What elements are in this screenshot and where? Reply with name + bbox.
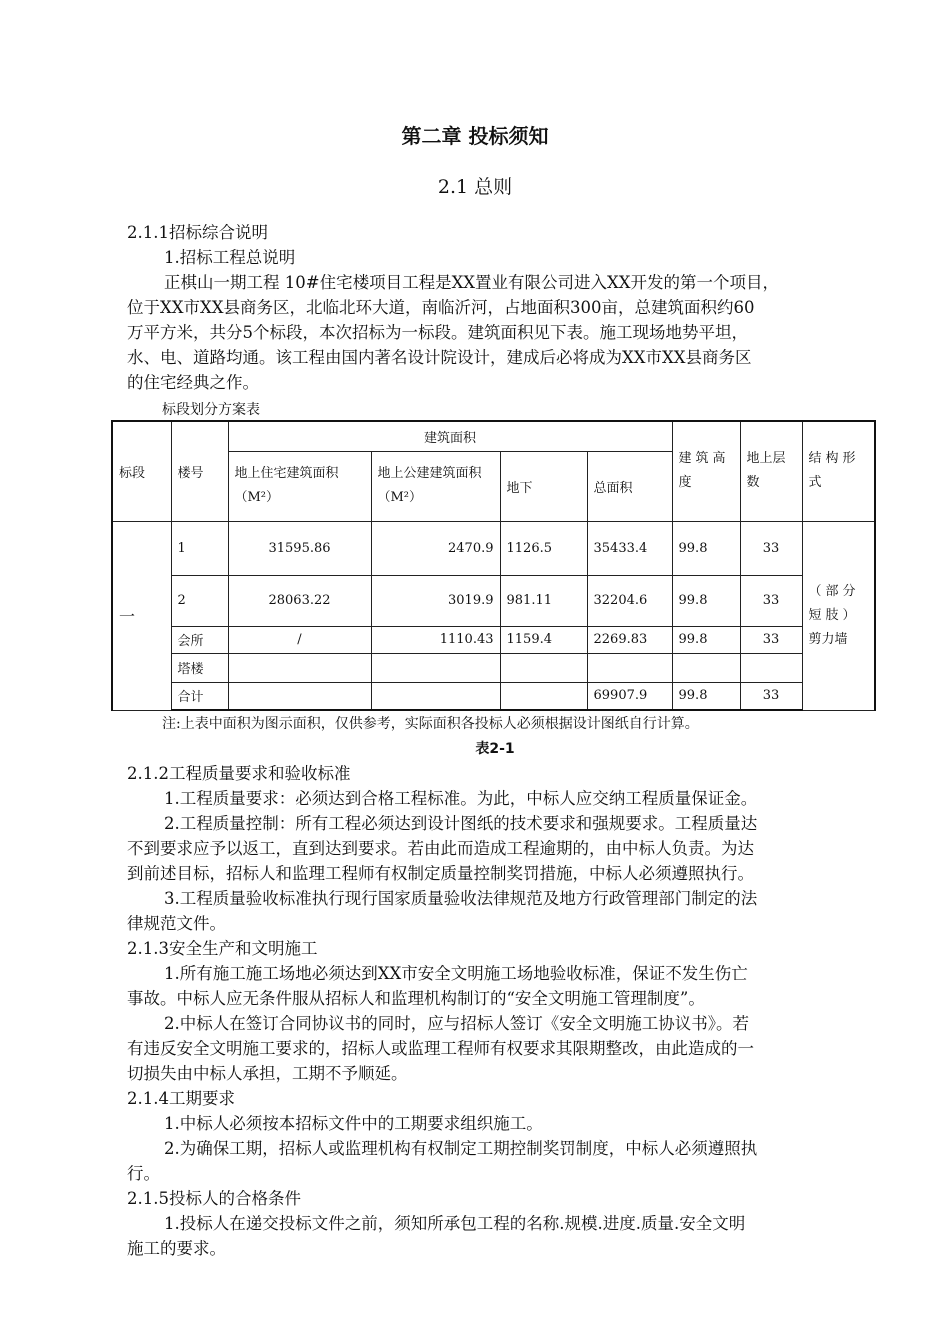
- cell-public-area: 1110.43: [371, 626, 500, 653]
- header-building-area: 建筑面积: [228, 421, 672, 451]
- cell-structure: [802, 521, 875, 710]
- heading-2-1-3: 2.1.3安全生产和文明施工: [127, 939, 318, 958]
- paragraph-line: 2.为确保工期，招标人或监理机构有权制定工期控制奖罚制度，中标人必须遵照执: [164, 1139, 758, 1158]
- cell-height: 99.8: [672, 682, 740, 710]
- paragraph-line: 水、电、道路均通。该工程由国内著名设计院设计，建成后必将成为XX市XX县商务区: [127, 348, 752, 367]
- cell-total-area: 2269.83: [587, 626, 672, 653]
- paragraph-line: 位于XX市XX县商务区，北临北环大道，南临沂河，占地面积300亩，总建筑面积约60: [127, 298, 755, 317]
- cell-underground: [500, 653, 587, 682]
- paragraph-line: 2.中标人在签订合同协议书的同时，应与招标人签订《安全文明施工协议书》。若: [164, 1014, 749, 1033]
- paragraph-line: 有违反安全文明施工要求的，招标人或监理工程师有权要求其限期整改，由此造成的一: [127, 1039, 754, 1058]
- structure-line-1: （部分短肢）: [808, 583, 860, 623]
- structure-line-2: 剪力墙: [808, 631, 848, 647]
- header-structure: 结构形式: [802, 421, 875, 521]
- cell-height: 99.8: [672, 575, 740, 626]
- cell-public-area: 3019.9: [371, 575, 500, 626]
- heading-2-1-1: 2.1.1招标综合说明: [127, 223, 268, 242]
- cell-residential-area: 28063.22: [228, 575, 371, 626]
- paragraph-line: 切损失由中标人承担，工期不予顺延。: [127, 1064, 408, 1083]
- cell-floors: 33: [740, 682, 802, 710]
- header-underground: 地下: [500, 451, 587, 521]
- paragraph-line: 到前述目标，招标人和监理工程师有权制定质量控制奖罚措施，中标人必须遵照执行。: [127, 864, 754, 883]
- cell-building-no: 2: [171, 575, 228, 626]
- cell-public-area: [371, 653, 500, 682]
- cell-building-no: 1: [171, 521, 228, 575]
- table-note: 注:上表中面积为图示面积，仅供参考，实际面积各投标人必须根据设计图纸自行计算。: [162, 716, 699, 732]
- paragraph-line: 万平方米，共分5个标段，本次招标为一标段。建筑面积见下表。施工现场地势平坦，: [127, 323, 748, 342]
- paragraph-line: 1.工程质量要求：必须达到合格工程标准。为此，中标人应交纳工程质量保证金。: [164, 789, 758, 808]
- paragraph-line: 1.所有施工施工场地必须达到XX市安全文明施工场地验收标准，保证不发生伤亡: [164, 964, 748, 983]
- heading-2-1-5: 2.1.5投标人的合格条件: [127, 1189, 301, 1208]
- paragraph-line: 1.招标工程总说明: [164, 248, 296, 267]
- cell-building-no: 塔楼: [171, 653, 228, 682]
- paragraph-line: 行。: [127, 1164, 160, 1183]
- header-above-public: 地上公建建筑面积（M²）: [371, 451, 500, 521]
- chapter-title: 第二章 投标须知: [401, 124, 549, 148]
- cell-floors: [740, 653, 802, 682]
- heading-2-1-2: 2.1.2工程质量要求和验收标准: [127, 764, 351, 783]
- cell-building-no: 合计: [171, 682, 228, 710]
- cell-underground: 1126.5: [500, 521, 587, 575]
- paragraph-line: 1.投标人在递交投标文件之前，须知所承包工程的名称.规模.进度.质量.安全文明: [164, 1214, 746, 1233]
- paragraph-line: 的住宅经典之作。: [127, 373, 259, 392]
- cell-building-no: 会所: [171, 626, 228, 653]
- paragraph-line: 不到要求应予以返工，直到达到要求。若由此而造成工程逾期的，由中标人负责。为达: [127, 839, 754, 858]
- cell-height: 99.8: [672, 521, 740, 575]
- header-section: 标段: [112, 421, 171, 521]
- cell-residential-area: /: [228, 626, 371, 653]
- cell-public-area: 2470.9: [371, 521, 500, 575]
- cell-residential-area: [228, 682, 371, 710]
- paragraph-line: 2.工程质量控制：所有工程必须达到设计图纸的技术要求和强规要求。工程质量达: [164, 814, 758, 833]
- cell-floors: 33: [740, 575, 802, 626]
- paragraph-line: 3.工程质量验收标准执行现行国家质量验收法律规范及地方行政管理部门制定的法: [164, 889, 758, 908]
- header-floors: 地上层数: [740, 421, 802, 521]
- paragraph-line: 律规范文件。: [127, 914, 226, 933]
- table-caption: 标段划分方案表: [162, 402, 260, 418]
- cell-underground: 1159.4: [500, 626, 587, 653]
- cell-floors: 33: [740, 626, 802, 653]
- header-building-no: 楼号: [171, 421, 228, 521]
- cell-floors: 33: [740, 521, 802, 575]
- cell-public-area: [371, 682, 500, 710]
- table-label: 表2-1: [475, 741, 515, 757]
- header-above-residential: 地上住宅建筑面积（M²）: [228, 451, 371, 521]
- cell-height: [672, 653, 740, 682]
- cell-underground: 981.11: [500, 575, 587, 626]
- header-total-area: 总面积: [587, 451, 672, 521]
- bid-section-table: [111, 420, 876, 711]
- cell-underground: [500, 682, 587, 710]
- cell-total-area: [587, 653, 672, 682]
- cell-total-area: 69907.9: [587, 682, 672, 710]
- cell-residential-area: 31595.86: [228, 521, 371, 575]
- paragraph-line: 正棋山一期工程 10#住宅楼项目工程是XX置业有限公司进入XX开发的第一个项目，: [164, 273, 780, 292]
- cell-section-value: 一: [112, 521, 171, 710]
- section-title: 2.1 总则: [437, 176, 513, 198]
- heading-2-1-4: 2.1.4工期要求: [127, 1089, 235, 1108]
- cell-total-area: 35433.4: [587, 521, 672, 575]
- cell-residential-area: [228, 653, 371, 682]
- cell-total-area: 32204.6: [587, 575, 672, 626]
- paragraph-line: 事故。中标人应无条件服从招标人和监理机构制订的“安全文明施工管理制度”。: [127, 989, 705, 1008]
- cell-height: 99.8: [672, 626, 740, 653]
- header-height: 建筑高度: [672, 421, 740, 521]
- paragraph-line: 1.中标人必须按本招标文件中的工期要求组织施工。: [164, 1114, 543, 1133]
- paragraph-line: 施工的要求。: [127, 1239, 226, 1258]
